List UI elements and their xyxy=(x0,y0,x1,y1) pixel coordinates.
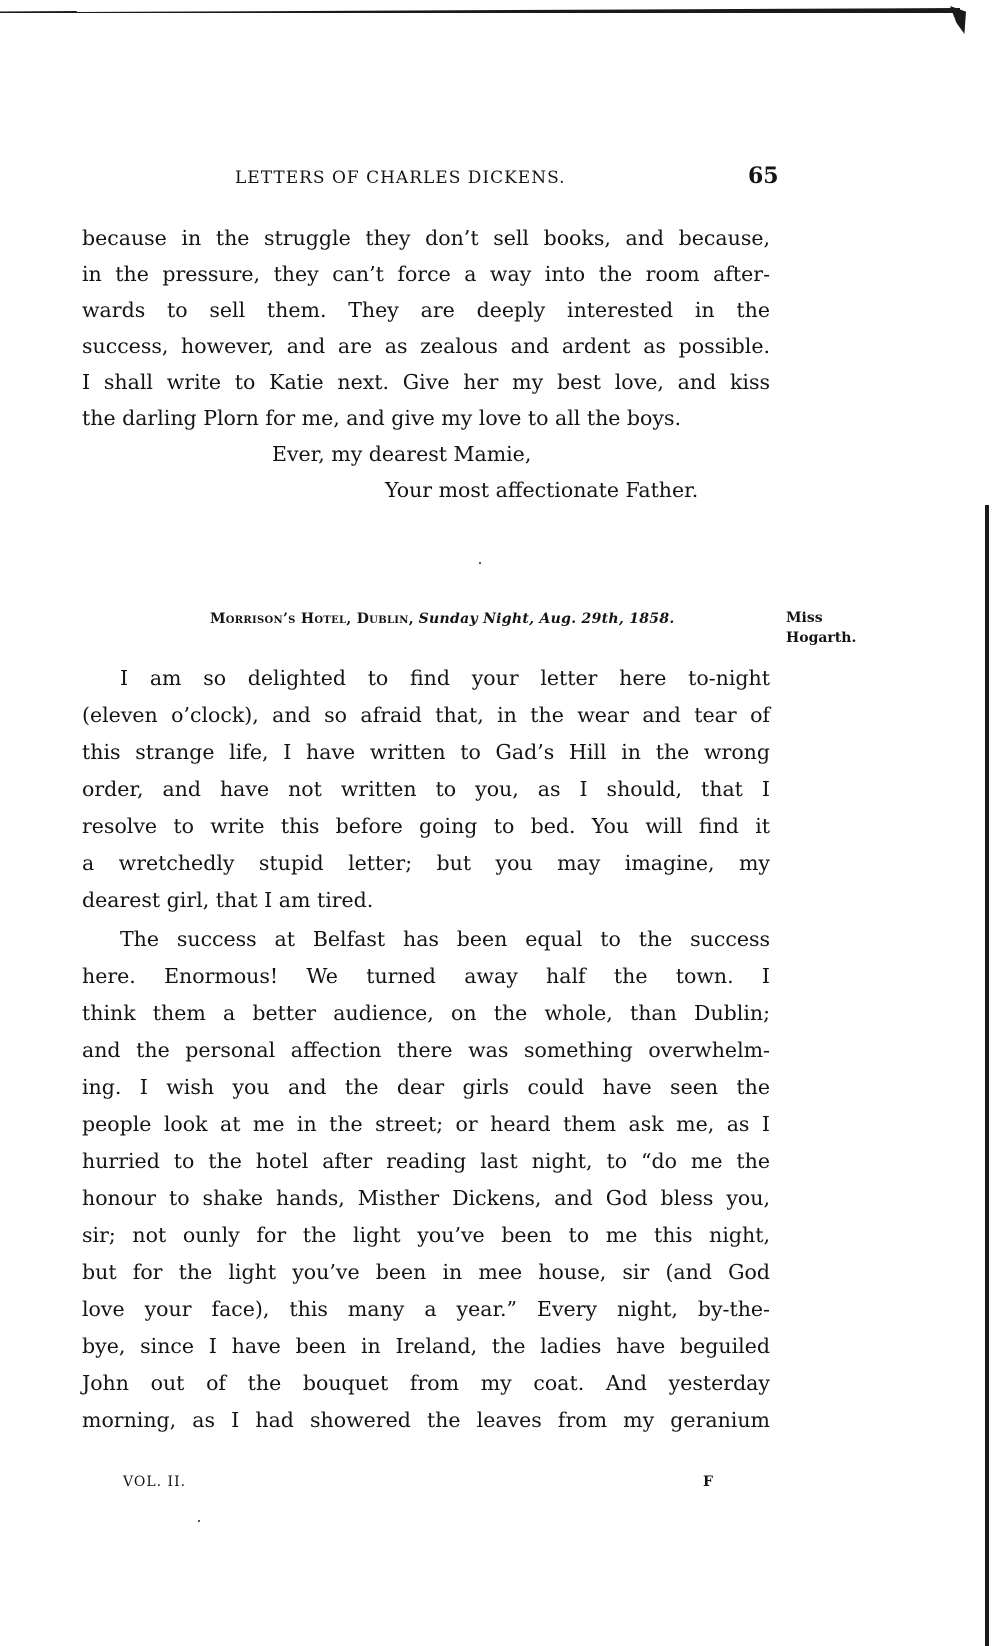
letter2-para1-line: a wretchedly stupid letter; but you may imagine, my xyxy=(82,851,770,875)
paper-speck xyxy=(479,562,481,564)
dateline-place: Morrison’s Hotel, Dublin, xyxy=(210,611,414,627)
letter1-line: wards to sell them. They are deeply interested in the xyxy=(82,298,770,322)
letter2-para2-line: ing. I wish you and the dear girls could have seen the xyxy=(82,1075,770,1099)
letter1-line: success, however, and are as zealous and ardent as possible. xyxy=(82,334,770,358)
letter2-para2-line: The success at Belfast has been equal to the success xyxy=(120,927,770,951)
letter2-para1-line: (eleven o’clock), and so afraid that, in the wear and tear of xyxy=(82,703,770,727)
recipient-note-line: Hogarth. xyxy=(786,630,857,646)
letter1-line: because in the struggle they don’t sell books, and because, xyxy=(82,226,770,250)
letter1-line: in the pressure, they can’t force a way into the room after- xyxy=(82,262,770,286)
running-head: LETTERS OF CHARLES DICKENS. xyxy=(235,168,566,188)
letter2-dateline xyxy=(210,611,675,627)
letter2-para1-line: this strange life, I have written to Gad’s Hill in the wrong xyxy=(82,740,770,764)
paper-speck xyxy=(198,1520,200,1522)
letter1-line: I shall write to Katie next. Give her my best love, and kiss xyxy=(82,370,770,394)
right-edge-shadow xyxy=(985,505,989,1646)
letter2-para2-line: love your face), this many a year.” Every night, by-the- xyxy=(82,1297,770,1321)
letter1-line: the darling Plorn for me, and give my love to all the boys. xyxy=(82,406,682,430)
letter2-para2-line: sir; not ounly for the light you’ve been to me this night, xyxy=(82,1223,770,1247)
dateline-date: Sunday Night, Aug. 29th, 1858. xyxy=(418,611,675,627)
letter2-para2-line: bye, since I have been in Ireland, the ladies have beguiled xyxy=(82,1334,770,1358)
letter2-para2-line: hurried to the hotel after reading last night, to “do me the xyxy=(82,1149,770,1173)
letter2-para2-line: people look at me in the street; or heard them ask me, as I xyxy=(82,1112,770,1136)
letter2-para2-line: morning, as I had showered the leaves from my geranium xyxy=(82,1408,770,1432)
recipient-margin-note xyxy=(786,608,856,648)
letter2-para2-line: and the personal affection there was something overwhelm- xyxy=(82,1038,770,1062)
letter2-para2-line: here. Enormous! We turned away half the town. I xyxy=(82,964,770,988)
volume-signature: VOL. II. xyxy=(123,1474,187,1490)
letter2-para2-line: but for the light you’ve been in mee house, sir (and God xyxy=(82,1260,770,1284)
letter2-para1-line: I am so delighted to find your letter here to-night xyxy=(120,666,770,690)
page-number: 65 xyxy=(748,163,779,189)
letter2-para2-line: John out of the bouquet from my coat. And yesterday xyxy=(82,1371,770,1395)
letter2-para1-line: order, and have not written to you, as I should, that I xyxy=(82,777,770,801)
recipient-note-line: Miss xyxy=(786,610,823,626)
letter2-para1-line: resolve to write this before going to bed. You will find it xyxy=(82,814,770,838)
letter2-para2-line: honour to shake hands, Misther Dickens, and God bless you, xyxy=(82,1186,770,1210)
letter2-para1-line: dearest girl, that I am tired. xyxy=(82,888,374,912)
top-edge-rule xyxy=(0,8,960,13)
letter1-salutation: Ever, my dearest Mamie, xyxy=(272,442,532,466)
top-edge-torn-corner xyxy=(950,6,966,34)
letter1-signature: Your most affectionate Father. xyxy=(385,478,699,502)
gathering-mark: F xyxy=(703,1474,713,1490)
letter2-para2-line: think them a better audience, on the whole, than Dublin; xyxy=(82,1001,770,1025)
